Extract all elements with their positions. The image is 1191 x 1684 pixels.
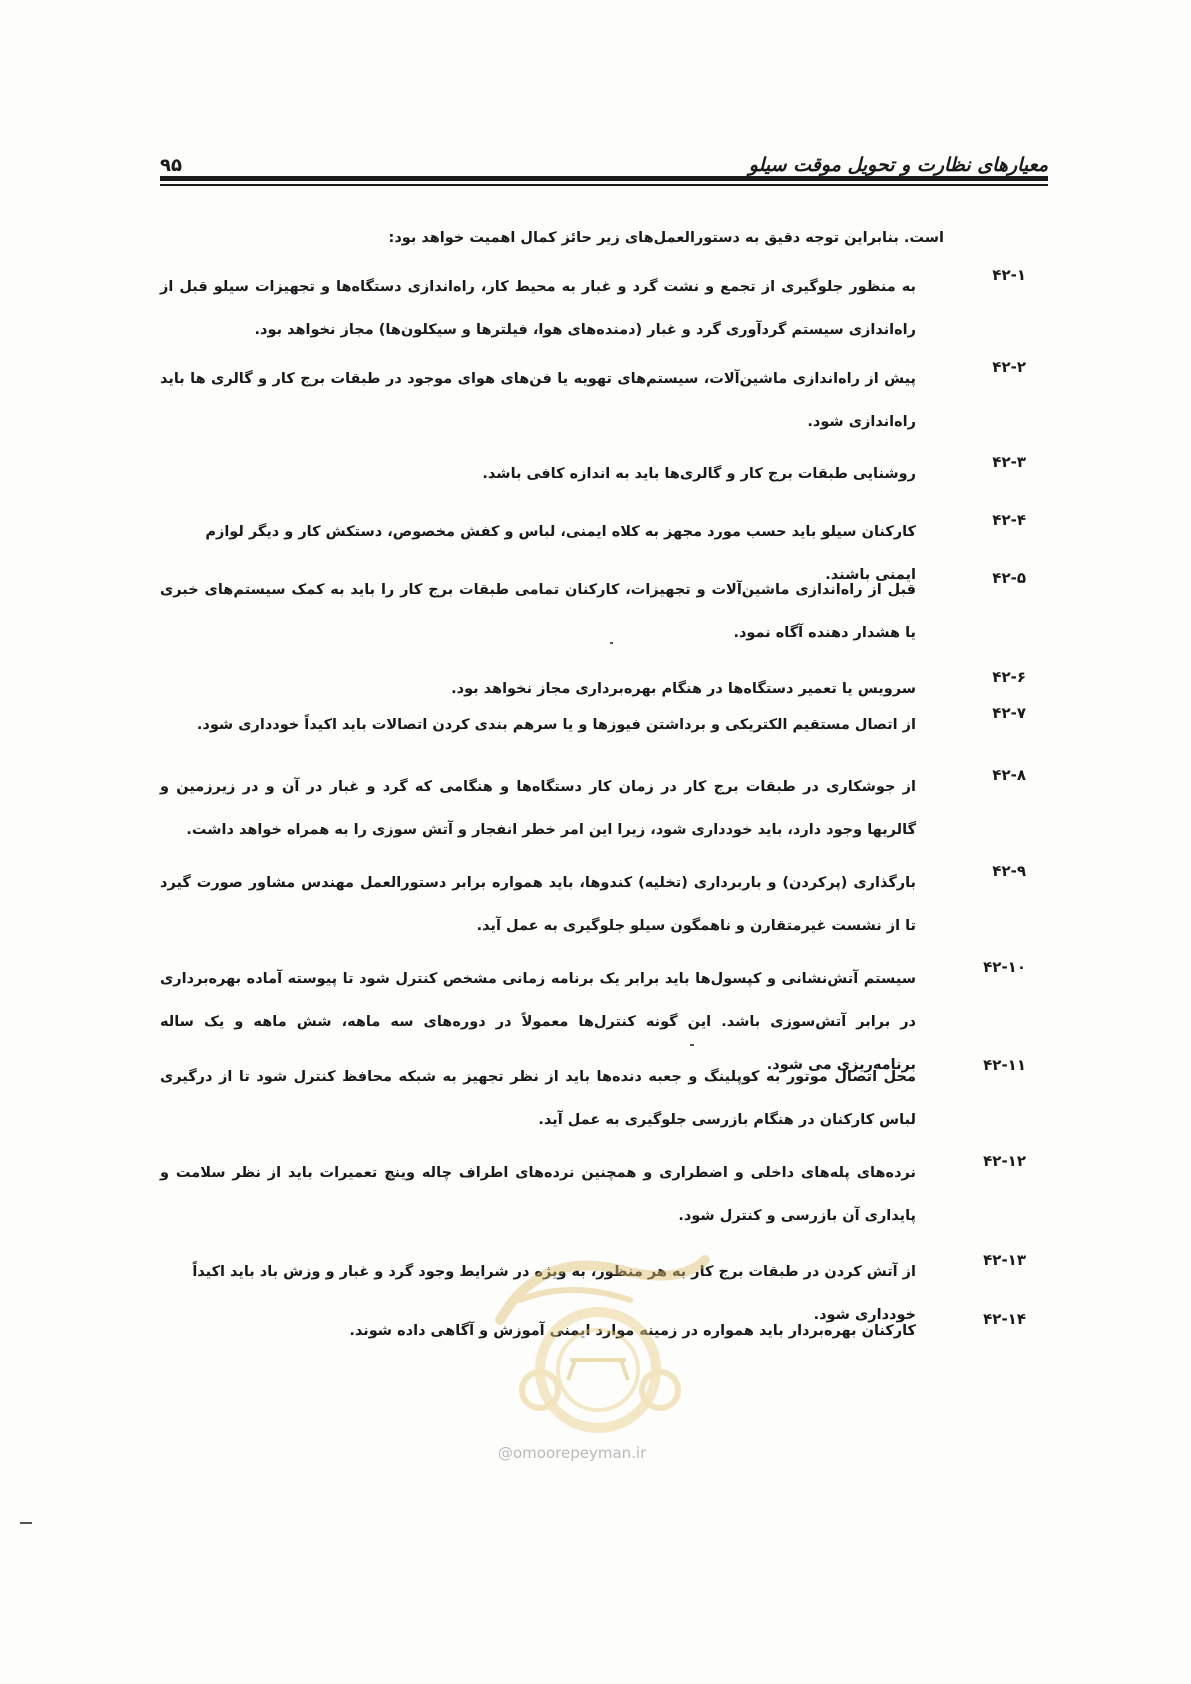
scan-speck xyxy=(610,642,613,644)
watermark-url: @omoorepeyman.ir xyxy=(498,1444,647,1462)
item-number: ۴۲-۱۰ xyxy=(983,958,1026,976)
item-text: سرویس یا تعمیر دستگاه‌ها در هنگام بهره‌برداری مجاز نخواهد بود. xyxy=(451,681,916,697)
item-text: کارکنان سیلو باید حسب مورد مجهز به کلاه ایمنی، لباس و کفش مخصوص، دستکش کار و دیگر لوازم ایمنی باشند. xyxy=(205,524,916,583)
item-number: ۴۲-۲ xyxy=(992,358,1026,376)
item-number: ۴۲-۱۴ xyxy=(983,1310,1026,1328)
item-text: محل اتصال موتور به کوپلینگ و جعبه دنده‌ها باید از نظر تجهیز به شبکه محافظ کنترل شود تا از درگیری لباس کارکنان در هنگام بازرسی جلوگیری به عمل آید. xyxy=(160,1069,916,1128)
item-number: ۴۲-۸ xyxy=(992,766,1026,784)
item-text: از اتصال مستقیم الکتریکی و برداشتن فیوزها و یا سرهم بندی کردن اتصالات باید اکیداً خودداری شود. xyxy=(196,717,916,733)
item-text: روشنایی طبقات برج کار و گالری‌ها باید به اندازه کافی باشد. xyxy=(482,466,916,482)
item-text: پیش از راه‌اندازی ماشین‌آلات، سیستم‌های تهویه یا فن‌های هوای موجود در طبقات برج کار و گالری ها باید راه‌اندازی شود. xyxy=(160,371,916,430)
page-number: ۹۵ xyxy=(160,155,182,176)
scan-speck xyxy=(20,1522,32,1524)
item-text: کارکنان بهره‌بردار باید همواره در زمینه موارد ایمنی آموزش و آگاهی داده شوند. xyxy=(349,1323,916,1339)
item-number: ۴۲-۴ xyxy=(992,511,1026,529)
item-number: ۴۲-۷ xyxy=(992,704,1026,722)
item-number: ۴۲-۵ xyxy=(992,569,1026,587)
item-number: ۴۲-۱۲ xyxy=(983,1152,1026,1170)
page-header xyxy=(160,140,1048,176)
item-number: ۴۲-۱۱ xyxy=(983,1056,1026,1074)
header-rule-thick xyxy=(160,176,1048,181)
item-number: ۴۲-۶ xyxy=(992,668,1026,686)
intro-paragraph: است. بنابراین توجه دقیق به دستورالعمل‌های زیر حائز کمال اهمیت خواهد بود: xyxy=(388,230,944,246)
scan-speck xyxy=(690,1044,694,1046)
item-text: قبل از راه‌اندازی ماشین‌آلات و تجهیزات، کارکنان تمامی طبقات برج کار را باید به کمک سیستم‌های خبری یا هشدار دهنده آگاه نمود. xyxy=(160,582,916,641)
item-text: از آتش کردن در طبقات برج کار به هر منظور، به ویژه در شرایط وجود گرد و غبار و وزش باد باید اکیداً خودداری شود. xyxy=(192,1264,916,1323)
item-text: سیستم آتش‌نشانی و کپسول‌ها باید برابر یک برنامه زمانی مشخص کنترل شود تا پیوسته آماده بهره‌برداری در برابر آتش‌سوزی باشد. این گونه کنترل‌ها معمولاً در دوره‌های سه ماهه، شش ماهه و یک ساله برنامه‌ریزی می شود. xyxy=(160,971,916,1073)
item-text: به منظور جلوگیری از تجمع و نشت گرد و غبار به محیط کار، راه‌اندازی دستگاه‌ها و تجهیزات سیلو قبل از راه‌اندازی سیستم گردآوری گرد و غبار (دمنده‌های هوا، فیلترها و سیکلون‌ها) مجاز نخواهد بود. xyxy=(160,279,916,338)
watermark-logo xyxy=(480,1240,720,1440)
item-number: ۴۲-۹ xyxy=(992,862,1026,880)
item-number: ۴۲-۳ xyxy=(992,453,1026,471)
item-text: نرده‌های پله‌های داخلی و اضطراری و همچنین نرده‌های اطراف چاله وینچ تعمیرات باید از نظر سلامت و پایداری آن بازرسی و کنترل شود. xyxy=(160,1165,916,1224)
running-title: معیارهای نظارت و تحویل موقت سیلو xyxy=(748,154,1048,176)
item-number: ۴۲-۱۳ xyxy=(983,1251,1026,1269)
item-number: ۴۲-۱ xyxy=(992,266,1026,284)
item-text: بارگذاری (پرکردن) و باربرداری (تخلیه) کندوها، باید همواره برابر دستورالعمل مهندس مشاور صورت گیرد تا از نشست غیرمتقارن و ناهمگون سیلو جلوگیری به عمل آید. xyxy=(160,875,916,934)
item-text: از جوشکاری در طبقات برج کار در زمان کار دستگاه‌ها و هنگامی که گرد و غبار در آن و در زیرزمین و گالریها وجود دارد، باید خودداری شود، زیرا این امر خطر انفجار و آتش سوزی را به همراه خواهد داشت. xyxy=(160,779,916,838)
header-rule-thin xyxy=(160,184,1048,186)
